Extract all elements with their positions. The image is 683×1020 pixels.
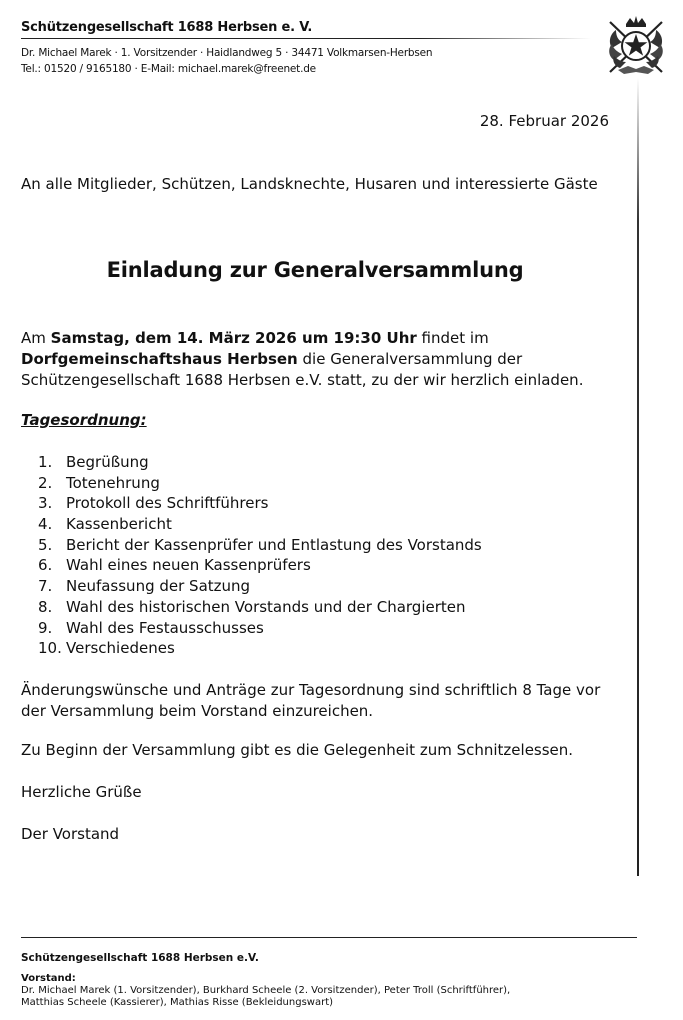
agenda-item-number: 5. [38, 535, 53, 554]
footer-divider [21, 937, 637, 938]
intro-date-time: Samstag, dem 14. März 2026 um 19:30 Uhr [50, 329, 417, 347]
agenda-item-text: Wahl des Festausschusses [66, 618, 264, 637]
recipients-line: An alle Mitglieder, Schützen, Landsknechte, Husaren und interessierte Gäste [21, 175, 598, 193]
agenda-item-text: Begrüßung [66, 453, 149, 471]
footer-board-members-1: Dr. Michael Marek (1. Vorsitzender), Burkhard Scheele (2. Vorsitzender), Peter Troll (Schriftführer), [21, 985, 511, 996]
agenda-item [21, 555, 621, 576]
agenda-item [21, 535, 621, 556]
footer-org-name: Schützengesellschaft 1688 Herbsen e.V. [21, 952, 259, 964]
agenda-item-text: Protokoll des Schriftführers [66, 494, 269, 513]
agenda-item [21, 597, 621, 618]
agenda-item-text: Verschiedenes [66, 639, 175, 658]
agenda-item-text: Wahl eines neuen Kassenprüfers [66, 556, 311, 575]
letter-title: Einladung zur Generalversammlung [106, 258, 524, 282]
intro-text-3: die Generalversammlung der Schützengesellschaft 1688 Herbsen e.V. statt, zu der wir herzlich einladen. [21, 350, 584, 389]
agenda-item-text: Wahl des historischen Vorstands und der Chargierten [66, 597, 466, 616]
agenda-item-number: 4. [38, 515, 53, 534]
intro-paragraph [21, 328, 621, 391]
intro-text-1: Am [21, 329, 51, 347]
changes-paragraph: Änderungswünsche und Anträge zur Tagesordnung sind schriftlich 8 Tage vor der Versammlung beim Vorstand einzureichen. [21, 681, 601, 720]
letterhead-contact-phone-email: Tel.: 01520 / 9165180 · E-Mail: michael.marek@freenet.de [21, 63, 316, 75]
agenda-item-number: 1. [38, 453, 53, 471]
agenda-item [21, 514, 621, 535]
agenda-item-text: Kassenbericht [66, 515, 172, 534]
letter-date: 28. Februar 2026 [479, 112, 609, 130]
schnitzel-paragraph: Zu Beginn der Versammlung gibt es die Gelegenheit zum Schnitzelessen. [21, 741, 574, 759]
intro-venue: Dorfgemeinschaftshaus Herbsen [21, 350, 298, 368]
agenda-item [21, 576, 621, 597]
agenda-item [21, 618, 621, 639]
agenda-item-text: Bericht der Kassenprüfer und Entlastung des Vorstands [66, 535, 482, 554]
club-crest-icon [604, 14, 668, 76]
agenda-item-number: 6. [38, 556, 53, 575]
agenda-item [21, 638, 621, 659]
agenda-item-text: Neufassung der Satzung [66, 577, 251, 596]
agenda-item-number: 9. [38, 618, 53, 637]
agenda-heading: Tagesordnung: [21, 411, 147, 429]
agenda-item-text: Totenehrung [66, 473, 160, 492]
agenda-item-number: 3. [38, 494, 53, 513]
agenda-item [21, 452, 621, 473]
agenda-item-number: 7. [38, 577, 53, 596]
agenda-item-number: 10. [38, 639, 62, 658]
agenda-item-number: 8. [38, 597, 53, 616]
intro-text-2: findet im [416, 329, 489, 347]
letterhead-org-name: Schützengesellschaft 1688 Herbsen e. V. [21, 20, 313, 35]
agenda-item [21, 493, 621, 514]
letterhead-contact-address: Dr. Michael Marek · 1. Vorsitzender · Haidlandweg 5 · 34471 Volkmarsen-Herbsen [21, 47, 433, 59]
signature: Der Vorstand [21, 825, 120, 843]
agenda-item-number: 2. [38, 473, 53, 492]
footer-board-members-2: Matthias Scheele (Kassierer), Mathias Risse (Bekleidungswart) [21, 997, 334, 1008]
agenda-list [21, 452, 621, 659]
header-divider [21, 38, 591, 39]
agenda-item [21, 473, 621, 494]
closing-greeting: Herzliche Grüße [21, 783, 142, 801]
footer-board-label: Vorstand: [21, 973, 76, 984]
